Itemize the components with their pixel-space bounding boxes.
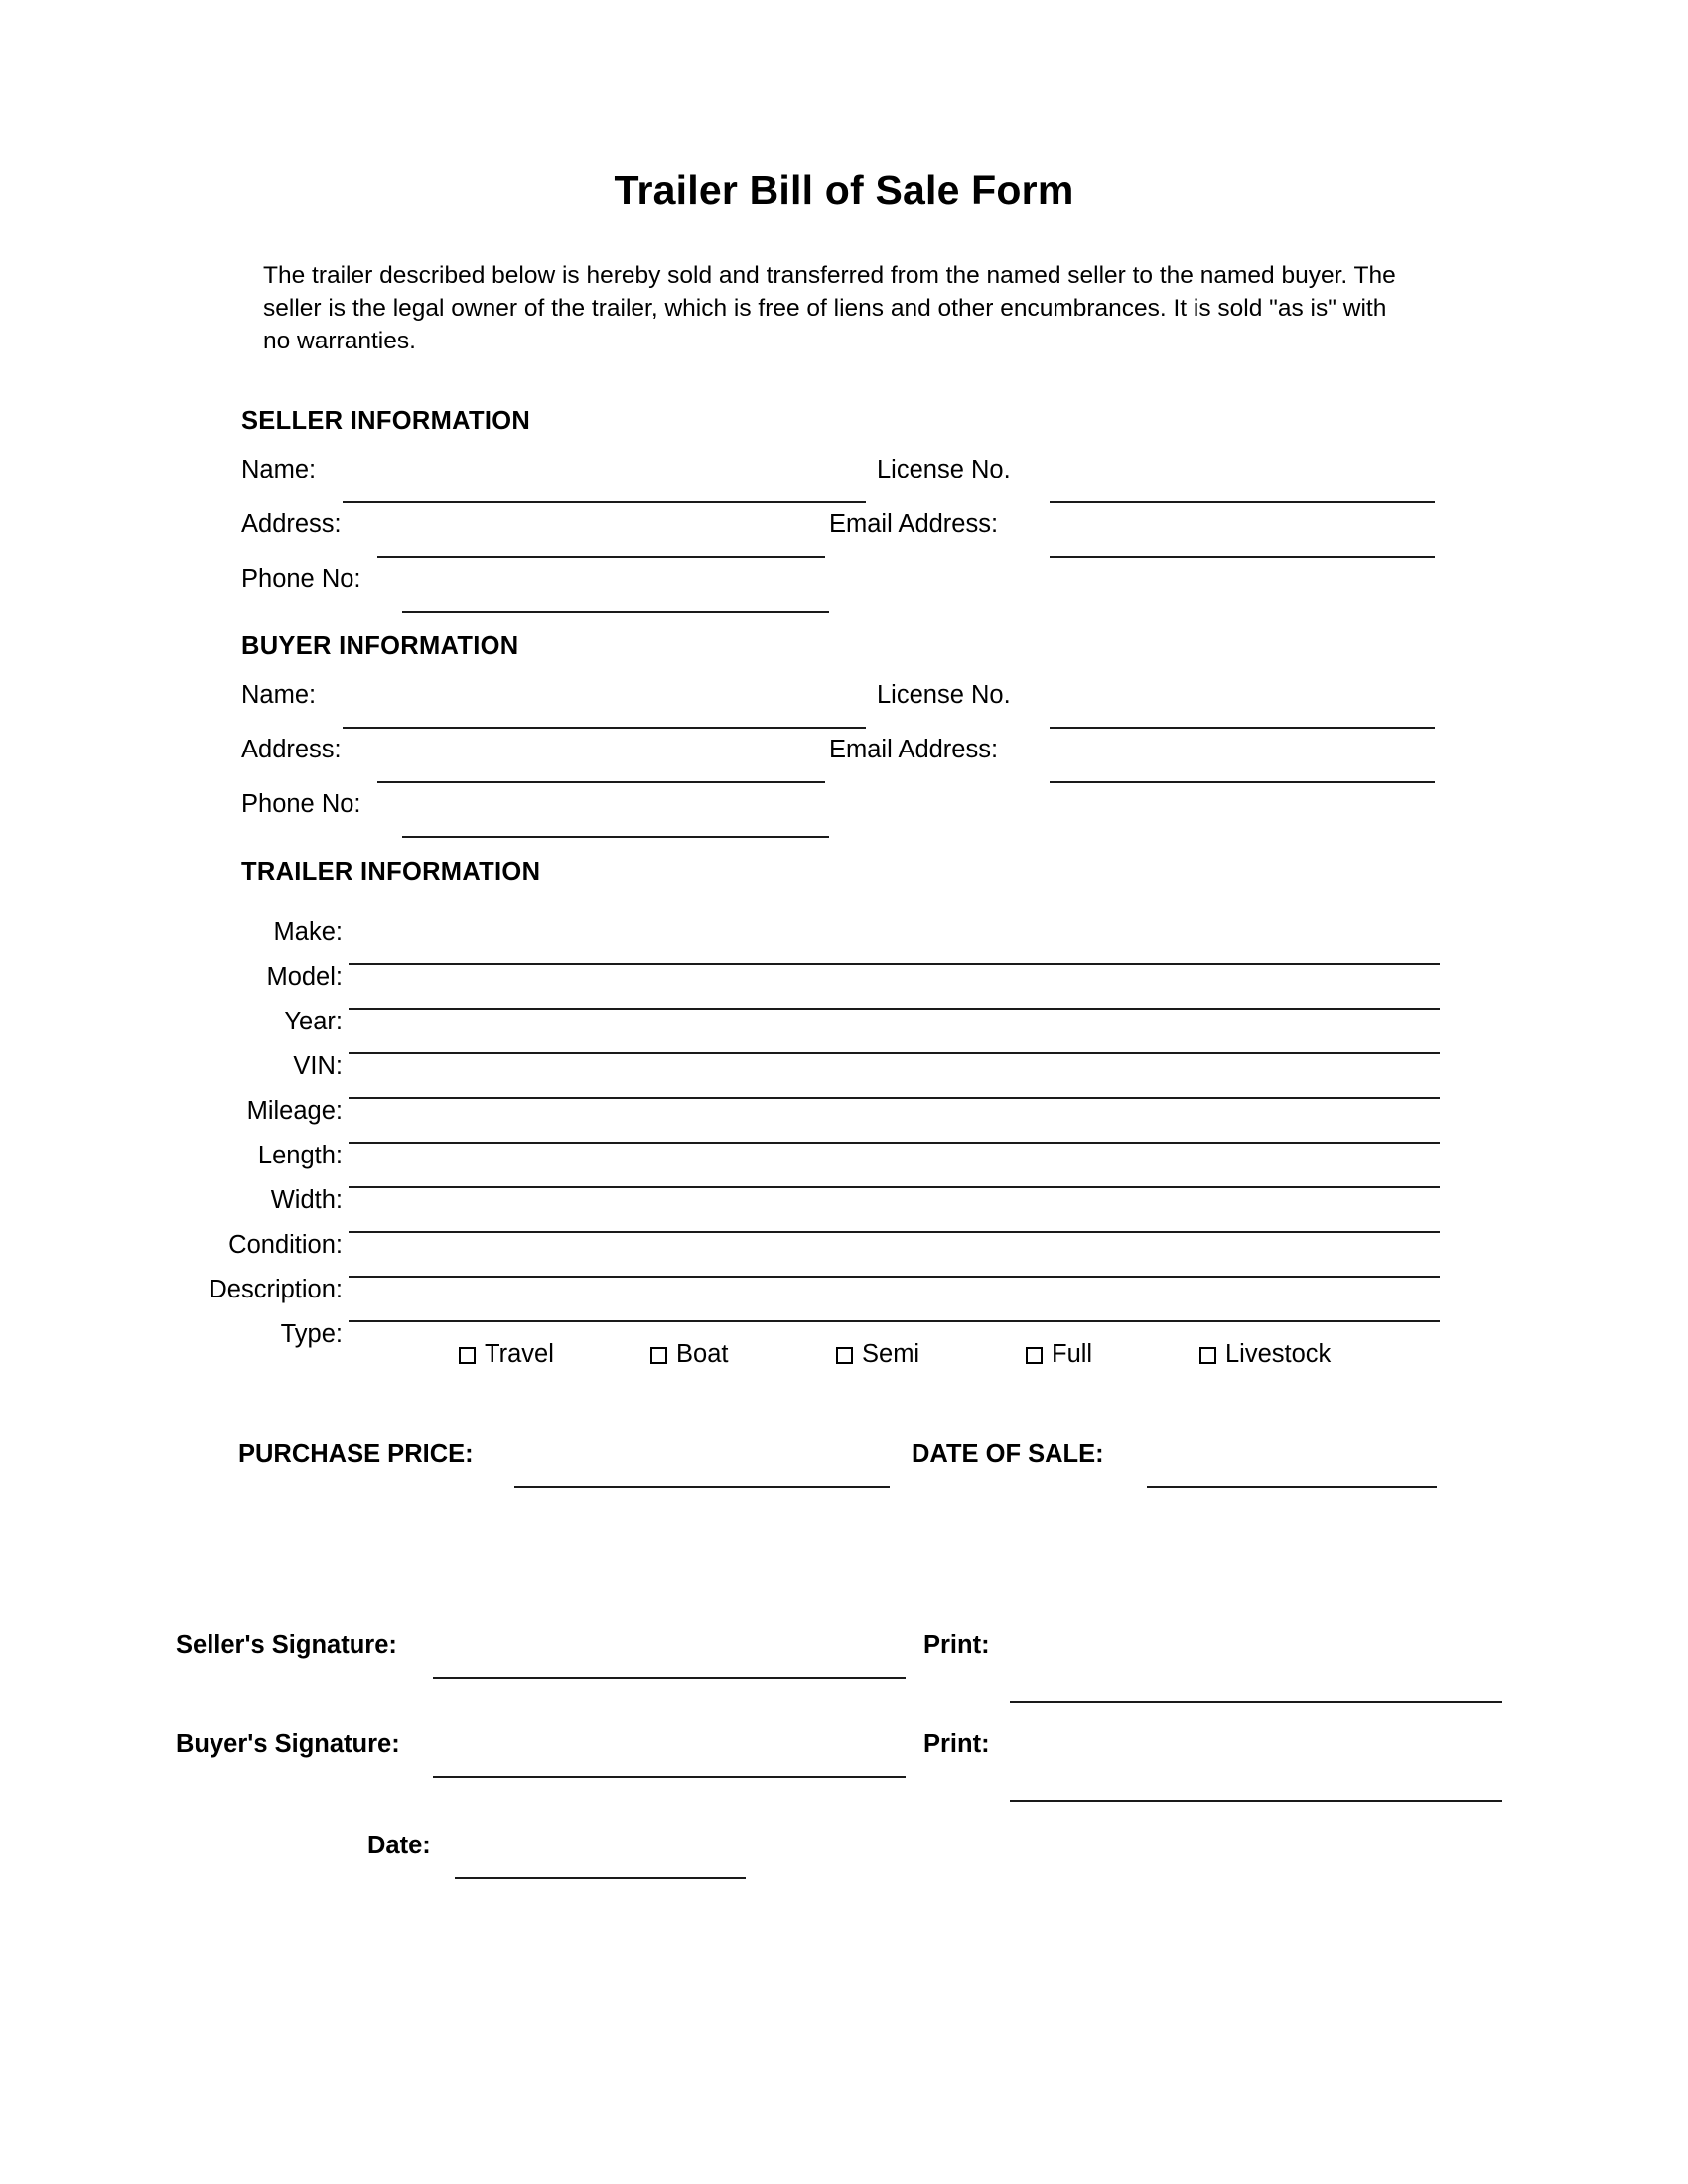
seller-email-input[interactable] [1050, 556, 1435, 558]
trailer-make-label: Make: [273, 918, 343, 946]
checkbox-label: Full [1052, 1340, 1093, 1368]
trailer-model-input[interactable] [349, 1008, 1440, 1010]
checkbox-label: Boat [676, 1340, 729, 1368]
seller-phone-label: Phone No: [241, 565, 361, 593]
buyer-email-label: Email Address: [829, 736, 999, 763]
signature-date-input[interactable] [455, 1877, 746, 1879]
seller-license-input[interactable] [1050, 501, 1435, 503]
signature-date-label: Date: [367, 1832, 431, 1859]
buyer-license-input[interactable] [1050, 727, 1435, 729]
trailer-mileage-label: Mileage: [246, 1097, 343, 1125]
buyer-section-heading: BUYER INFORMATION [241, 632, 519, 660]
seller-name-label: Name: [241, 456, 317, 483]
buyer-email-input[interactable] [1050, 781, 1435, 783]
buyer-name-label: Name: [241, 681, 317, 709]
checkbox-label: Travel [485, 1340, 554, 1368]
trailer-width-input[interactable] [349, 1231, 1440, 1233]
checkbox-icon[interactable] [836, 1347, 853, 1364]
seller-section-heading: SELLER INFORMATION [241, 407, 531, 435]
purchase-price-label: PURCHASE PRICE: [238, 1440, 474, 1468]
trailer-description-label: Description: [209, 1276, 343, 1303]
trailer-type-option-full[interactable] [1026, 1340, 1092, 1369]
trailer-year-input[interactable] [349, 1052, 1440, 1054]
buyer-address-input[interactable] [377, 781, 825, 783]
date-of-sale-label: DATE OF SALE: [912, 1440, 1104, 1468]
checkbox-label: Semi [862, 1340, 920, 1368]
checkbox-icon[interactable] [1199, 1347, 1216, 1364]
trailer-type-option-boat[interactable] [650, 1340, 728, 1369]
trailer-model-label: Model: [266, 963, 343, 991]
seller-email-label: Email Address: [829, 510, 999, 538]
seller-phone-input[interactable] [402, 611, 829, 613]
trailer-length-input[interactable] [349, 1186, 1440, 1188]
trailer-width-label: Width: [270, 1186, 343, 1214]
trailer-vin-input[interactable] [349, 1097, 1440, 1099]
buyer-print-input[interactable] [1010, 1800, 1502, 1802]
seller-address-input[interactable] [377, 556, 825, 558]
checkbox-icon[interactable] [459, 1347, 476, 1364]
buyer-print-label: Print: [923, 1730, 990, 1758]
seller-signature-label: Seller's Signature: [176, 1631, 397, 1659]
intro-paragraph: The trailer described below is hereby sold and transferred from the named seller to the named buyer. The seller is the legal owner of the trailer, which is free of liens and other encumbrances. It is sold "as is" with no warranties. [263, 262, 1396, 354]
seller-address-label: Address: [241, 510, 342, 538]
buyer-phone-label: Phone No: [241, 790, 361, 818]
seller-print-input[interactable] [1010, 1701, 1502, 1703]
trailer-description-input[interactable] [349, 1320, 1440, 1322]
trailer-condition-label: Condition: [228, 1231, 343, 1259]
trailer-length-label: Length: [257, 1142, 343, 1169]
seller-name-input[interactable] [343, 501, 866, 503]
checkbox-label: Livestock [1225, 1340, 1332, 1368]
trailer-vin-label: VIN: [293, 1052, 343, 1080]
buyer-address-label: Address: [241, 736, 342, 763]
seller-print-label: Print: [923, 1631, 990, 1659]
page-title: Trailer Bill of Sale Form [614, 167, 1074, 212]
trailer-type-option-semi[interactable] [836, 1340, 919, 1369]
trailer-condition-input[interactable] [349, 1276, 1440, 1278]
buyer-signature-label: Buyer's Signature: [176, 1730, 400, 1758]
trailer-type-option-livestock[interactable] [1199, 1340, 1331, 1369]
trailer-make-input[interactable] [349, 963, 1440, 965]
buyer-license-label: License No. [877, 681, 1011, 709]
trailer-year-label: Year: [284, 1008, 343, 1035]
date-of-sale-input[interactable] [1147, 1486, 1437, 1488]
trailer-section-heading: TRAILER INFORMATION [241, 858, 541, 886]
checkbox-icon[interactable] [650, 1347, 667, 1364]
trailer-type-label: Type: [280, 1320, 343, 1348]
buyer-name-input[interactable] [343, 727, 866, 729]
purchase-price-input[interactable] [514, 1486, 890, 1488]
checkbox-icon[interactable] [1026, 1347, 1043, 1364]
trailer-type-option-travel[interactable] [459, 1340, 554, 1369]
seller-signature-input[interactable] [433, 1677, 906, 1679]
seller-license-label: License No. [877, 456, 1011, 483]
buyer-signature-input[interactable] [433, 1776, 906, 1778]
buyer-phone-input[interactable] [402, 836, 829, 838]
trailer-mileage-input[interactable] [349, 1142, 1440, 1144]
